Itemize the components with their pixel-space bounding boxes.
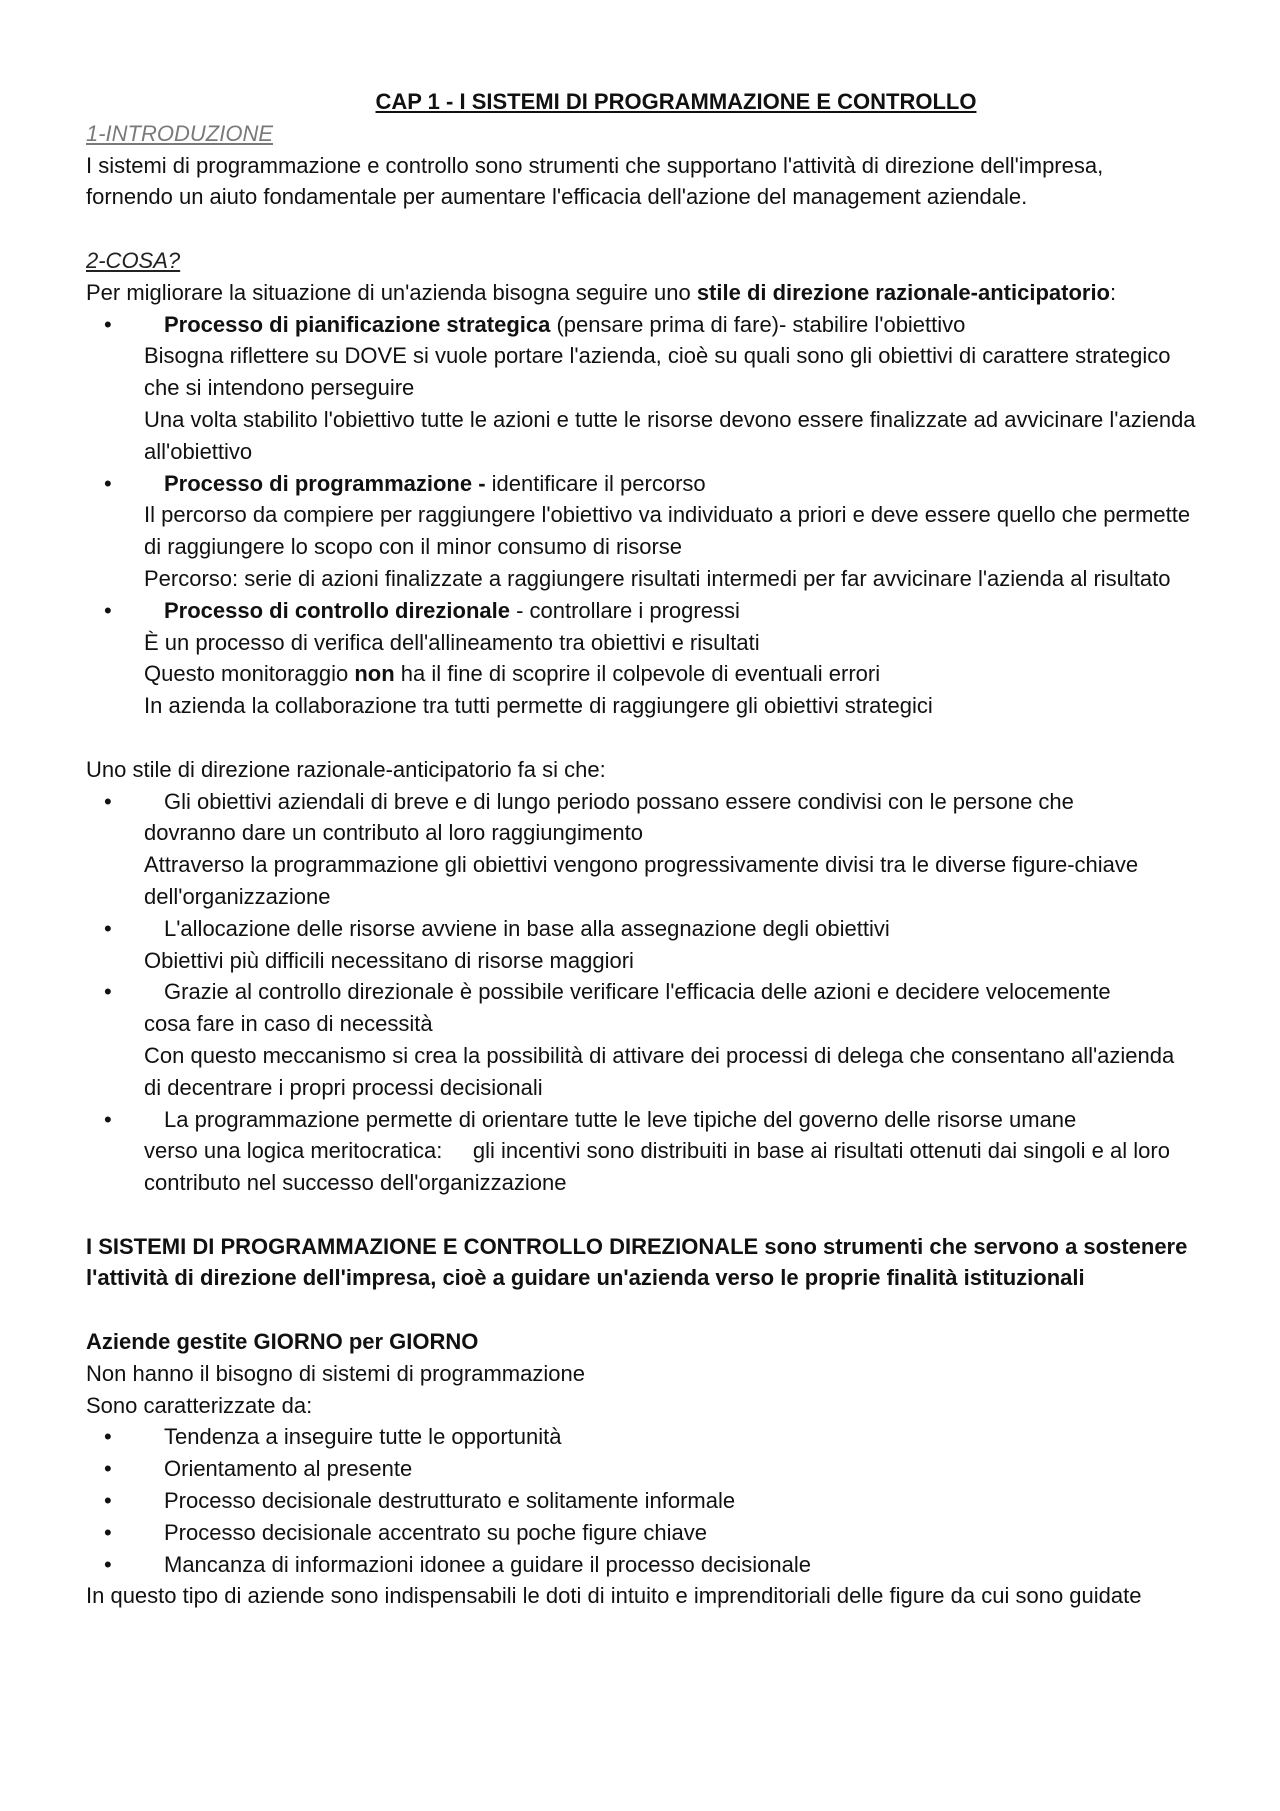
giorno-closing: In questo tipo di aziende sono indispensabili le doti di intuito e imprenditoriali delle figure da cui sono guidate <box>86 1583 1142 1609</box>
list-item-detail: Obiettivi più difficili necessitano di risorse maggiori <box>144 947 634 973</box>
bullet-icon: • <box>104 979 112 1005</box>
bullet-icon: • <box>104 788 112 814</box>
bullet-icon: • <box>104 470 112 496</box>
list-item-detail: Percorso: serie di azioni finalizzate a raggiungere risultati intermedi per far avvicinare l'azienda al risultato <box>144 565 1171 591</box>
bullet-icon: • <box>104 311 112 337</box>
bullet-icon: • <box>104 1551 112 1577</box>
list-item-continuation: cosa fare in caso di necessità <box>144 1011 433 1037</box>
effects-list <box>86 786 1196 1199</box>
list-item: • La programmazione permette di orientare tutte le leve tipiche del governo delle risorse umane <box>86 1104 1196 1136</box>
intro-paragraph: I sistemi di programmazione e controllo sono strumenti che supportano l'attività di direzione dell'impresa, fornendo un aiuto fondamentale per aumentare l'efficacia dell'azione del management aziendale. <box>86 152 1104 210</box>
section-heading-giorno: Aziende gestite GIORNO per GIORNO <box>86 1329 479 1355</box>
giorno-line: Non hanno il bisogno di sistemi di programmazione <box>86 1360 585 1386</box>
definition-paragraph: I SISTEMI DI PROGRAMMAZIONE E CONTROLLO DIREZIONALE sono strumenti che servono a sostenere l'attività di direzione dell'impresa, cioè a guidare un'azienda verso le proprie finalità istituzionali <box>86 1233 1188 1291</box>
list-item-detail: Questo monitoraggio non ha il fine di scoprire il colpevole di eventuali errori <box>144 661 881 687</box>
list-item: • Processo di controllo direzionale - controllare i progressi <box>86 595 1196 627</box>
bullet-icon: • <box>104 1456 112 1482</box>
giorno-list <box>86 1421 1196 1580</box>
list-item: • Grazie al controllo direzionale è possibile verificare l'efficacia delle azioni e decidere velocemente <box>86 976 1196 1008</box>
bullet-icon: • <box>104 1519 112 1545</box>
bullet-icon: • <box>104 1424 112 1450</box>
section-heading-introduzione: 1-INTRODUZIONE <box>86 120 273 146</box>
list-item-continuation: dovranno dare un contributo al loro raggiungimento <box>144 820 643 846</box>
list-item-detail: Il percorso da compiere per raggiungere l'obiettivo va individuato a priori e deve essere quello che permette di raggiungere lo scopo con il minor consumo di risorse <box>144 502 1191 560</box>
list-item: • Gli obiettivi aziendali di breve e di lungo periodo possano essere condivisi con le persone che <box>86 786 1196 818</box>
effects-intro: Uno stile di direzione razionale-anticipatorio fa si che: <box>86 756 606 782</box>
bullet-icon: • <box>104 915 112 941</box>
bullet-icon: • <box>104 597 112 623</box>
process-list <box>86 309 1196 722</box>
list-item: • Processo decisionale destrutturato e solitamente informale <box>86 1485 1196 1517</box>
list-item-detail: Con questo meccanismo si crea la possibilità di attivare dei processi di delega che consentano all'azienda di decentrare i propri processi decisionali <box>144 1042 1175 1100</box>
page-title: CAP 1 - I SISTEMI DI PROGRAMMAZIONE E CONTROLLO <box>375 89 977 114</box>
list-item: • Processo di programmazione - identificare il percorso <box>86 468 1196 500</box>
list-item-detail: Attraverso la programmazione gli obiettivi vengono progressivamente divisi tra le diverse figure-chiave dell'organizzazione <box>144 852 1139 909</box>
giorno-line: Sono caratterizzate da: <box>86 1392 313 1418</box>
list-item-detail: Una volta stabilito l'obiettivo tutte le azioni e tutte le risorse devono essere finalizzate ad avvicinare l'azienda all'obiettivo <box>144 406 1196 464</box>
document-page <box>86 86 1196 1612</box>
list-item: • Processo decisionale accentrato su poche figure chiave <box>86 1517 1196 1549</box>
list-item: • Orientamento al presente <box>86 1453 1196 1485</box>
bullet-icon: • <box>104 1488 112 1514</box>
list-item: • Mancanza di informazioni idonee a guidare il processo decisionale <box>86 1549 1196 1581</box>
bullet-icon: • <box>104 1106 112 1132</box>
list-item-continuation: verso una logica meritocratica: gli incentivi sono distribuiti in base ai risultati ottenuti dai singoli e al loro contributo nel successo dell'organizzazione <box>144 1138 1177 1196</box>
cosa-intro: Per migliorare la situazione di un'azienda bisogna seguire uno stile di direzione razionale-anticipatorio: <box>86 279 1117 305</box>
list-item: • Processo di pianificazione strategica (pensare prima di fare)- stabilire l'obiettivo <box>86 309 1196 341</box>
list-item-detail: È un processo di verifica dell'allineamento tra obiettivi e risultati <box>144 629 760 655</box>
section-heading-cosa: 2-COSA? <box>86 247 181 273</box>
list-item: • L'allocazione delle risorse avviene in base alla assegnazione degli obiettivi <box>86 913 1196 945</box>
list-item-detail: In azienda la collaborazione tra tutti permette di raggiungere gli obiettivi strategici <box>144 693 933 719</box>
list-item: • Tendenza a inseguire tutte le opportunità <box>86 1421 1196 1453</box>
list-item-detail: Bisogna riflettere su DOVE si vuole portare l'azienda, cioè su quali sono gli obiettivi di carattere strategico che si intendono perseguire <box>144 343 1171 401</box>
